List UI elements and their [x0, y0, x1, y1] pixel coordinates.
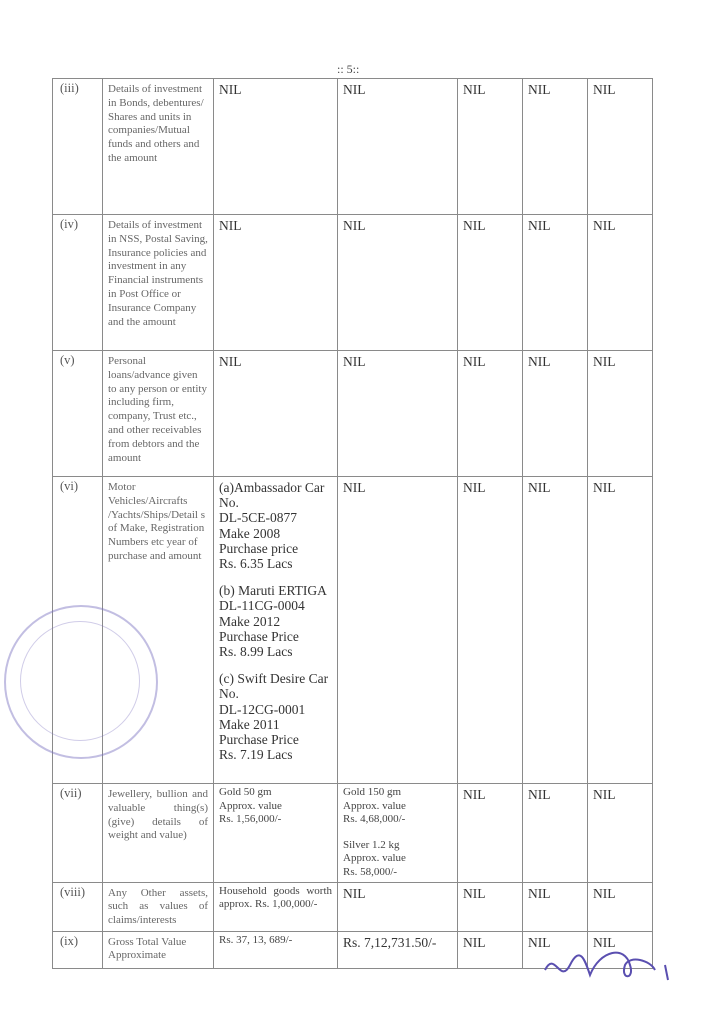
- jewellery-spouse-cell: Gold 150 gm Approx. value Rs. 4,68,000/- Silver 1.2 kg Approx. value Rs. 58,000/-: [338, 784, 458, 883]
- vehicles-cell: [214, 477, 338, 784]
- value-cell: NIL: [523, 79, 588, 215]
- value-cell: NIL: [458, 215, 523, 351]
- value-cell: NIL: [458, 784, 523, 883]
- total-spouse: Rs. 7,12,731.50/-: [338, 931, 458, 968]
- vehicle-a: (a)Ambassador Car No. DL-5CE-0877 Make 2008 Purchase price Rs. 6.35 Lacs: [219, 480, 325, 572]
- serial-number: (iv): [53, 215, 103, 351]
- value-cell: NIL: [338, 882, 458, 931]
- serial-number: (ix): [53, 931, 103, 968]
- value-cell: NIL: [588, 931, 653, 968]
- serial-number: (vii): [53, 784, 103, 883]
- serial-number: (iii): [53, 79, 103, 215]
- value-cell: NIL: [458, 79, 523, 215]
- value-cell: NIL: [214, 215, 338, 351]
- value-cell: NIL: [338, 215, 458, 351]
- item-description: Motor Vehicles/Aircrafts /Yachts/Ships/Detail s of Make, Registration Numbers etc year of purchase and amount: [103, 477, 214, 784]
- item-description: Details of investment in Bonds, debentures/ Shares and units in companies/Mutual funds and others and the amount: [103, 79, 214, 215]
- value-cell: NIL: [523, 784, 588, 883]
- vehicle-b: (b) Maruti ERTIGA DL-11CG-0004 Make 2012 Purchase Price Rs. 8.99 Lacs: [219, 583, 327, 660]
- value-cell: NIL: [458, 477, 523, 784]
- value-cell: NIL: [458, 931, 523, 968]
- item-description: Personal loans/advance given to any person or entity including firm, company, Trust etc., and other receivables from debtors and the amount: [103, 351, 214, 477]
- table-row: [53, 477, 653, 784]
- table-row: [53, 784, 653, 883]
- serial-number: (vi): [53, 477, 103, 784]
- official-stamp: [4, 605, 158, 759]
- item-description: Jewellery, bullion and valuable thing(s) (give) details of weight and value): [103, 784, 214, 883]
- value-cell: Household goods worth approx. Rs. 1,00,000/-: [214, 882, 338, 931]
- value-cell: NIL: [588, 882, 653, 931]
- table-row: [53, 351, 653, 477]
- assets-table: [52, 78, 653, 969]
- value-cell: NIL: [523, 351, 588, 477]
- table-row: [53, 79, 653, 215]
- value-cell: NIL: [338, 79, 458, 215]
- value-cell: NIL: [523, 931, 588, 968]
- table-row: [53, 882, 653, 931]
- serial-number: (viii): [53, 882, 103, 931]
- item-description: Details of investment in NSS, Postal Saving, Insurance policies and investment in any Financial instruments in Post Office or Insurance Company and the amount: [103, 215, 214, 351]
- value-cell: NIL: [458, 882, 523, 931]
- item-description: Any Other assets, such as values of claims/interests: [103, 882, 214, 931]
- value-cell: NIL: [588, 477, 653, 784]
- value-cell: NIL: [588, 351, 653, 477]
- serial-number: (v): [53, 351, 103, 477]
- value-cell: NIL: [588, 784, 653, 883]
- value-cell: NIL: [523, 477, 588, 784]
- value-cell: NIL: [338, 477, 458, 784]
- signature: [540, 940, 680, 990]
- value-cell: NIL: [338, 351, 458, 477]
- page-number: :: 5::: [337, 62, 360, 76]
- value-cell: NIL: [214, 351, 338, 477]
- item-description: Gross Total Value Approximate: [103, 931, 214, 968]
- jewellery-self-cell: Gold 50 gm Approx. value Rs. 1,56,000/-: [214, 784, 338, 883]
- total-self: Rs. 37, 13, 689/-: [214, 931, 338, 968]
- value-cell: NIL: [588, 215, 653, 351]
- table-row: [53, 215, 653, 351]
- value-cell: NIL: [523, 215, 588, 351]
- value-cell: NIL: [588, 79, 653, 215]
- value-cell: NIL: [523, 882, 588, 931]
- vehicle-c: (c) Swift Desire Car No. DL-12CG-0001 Make 2011 Purchase Price Rs. 7.19 Lacs: [219, 671, 329, 763]
- value-cell: NIL: [458, 351, 523, 477]
- value-cell: NIL: [214, 79, 338, 215]
